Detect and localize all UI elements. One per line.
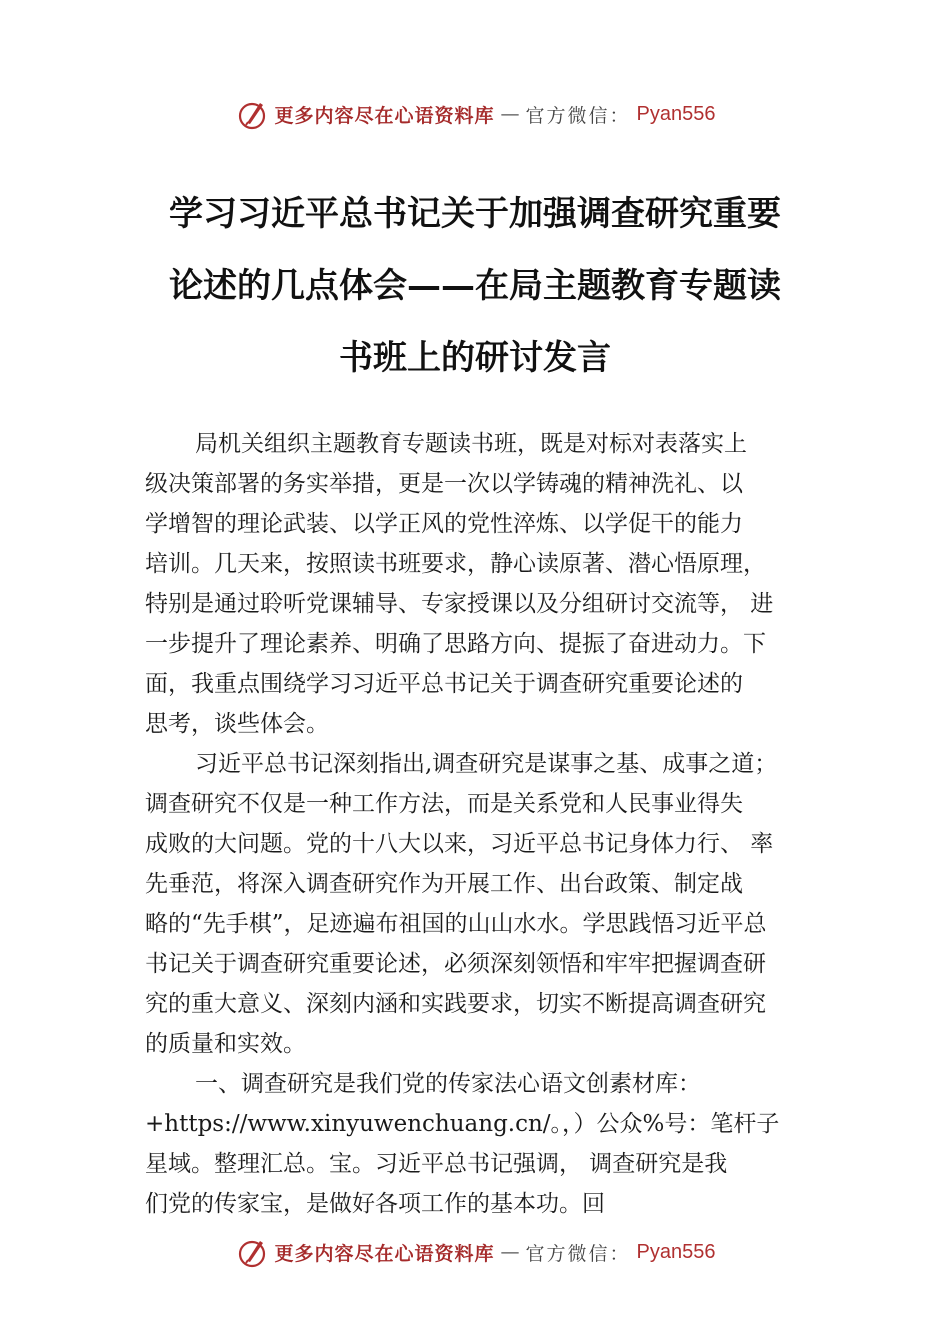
paragraph-line: 学增智的理论武装、以学正风的党性淬炼、以学促干的能力 <box>145 511 743 537</box>
banner-wechat-label: 官方微信： <box>525 104 631 127</box>
paragraph-line: 培训。几天来，按照读书班要求，静心读原著、潜心悟原理， <box>145 551 766 577</box>
paragraph-line: 级决策部署的务实举措，更是一次以学铸魂的精神洗礼、以 <box>145 471 743 497</box>
paragraph-line: 先垂范，将深入调查研究作为开展工作、出台政策、制定战 <box>145 871 743 897</box>
paragraph-line: 习近平总书记深刻指出,调查研究是谋事之基、成事之道； <box>195 751 778 777</box>
title-line: 书班上的研讨发言 <box>339 338 611 378</box>
paragraph-line: 究的重大意义、深刻内涵和实践要求，切实不断提高调查研究 <box>145 991 766 1017</box>
document-body <box>145 424 820 1224</box>
paragraph-line: 面，我重点围绕学习习近平总书记关于调查研究重要论述的 <box>145 671 743 697</box>
document-title <box>120 178 830 394</box>
quill-pen-logo-icon <box>235 1235 269 1269</box>
paragraph-line: 特别是通过聆听党课辅导、专家授课以及分组研讨交流等， 进 <box>145 591 774 617</box>
title-line: 学习习近平总书记关于加强调查研究重要 <box>169 194 781 234</box>
paragraph-line: 调查研究不仅是一种工作方法，而是关系党和人民事业得失 <box>145 791 743 817</box>
paragraph-line: 星域。整理汇总。宝。习近平总书记强调， 调查研究是我 <box>145 1151 728 1177</box>
banner-promo-text: 更多内容尽在心语资料库 <box>274 1242 495 1265</box>
paragraph-line: 一步提升了理论素养、明确了思路方向、提振了奋进动力。下 <box>145 631 766 657</box>
paragraph-line: 局机关组织主题教育专题读书班，既是对标对表落实上 <box>195 431 747 457</box>
banner-wechat-id: Pyan556 <box>636 1240 716 1263</box>
paragraph-line: 书记关于调查研究重要论述，必须深刻领悟和牢牢把握调查研 <box>145 951 766 977</box>
header-banner <box>0 94 950 134</box>
paragraph-line: 的质量和实效。 <box>145 1031 306 1057</box>
paragraph-line: 一、调查研究是我们党的传家法心语文创素材库： <box>195 1071 701 1097</box>
banner-wechat-label: 官方微信： <box>525 1242 631 1265</box>
banner-separator: — <box>500 103 520 125</box>
banner-promo-text: 更多内容尽在心语资料库 <box>274 104 495 127</box>
title-line: 论述的几点体会——在局主题教育专题读 <box>169 266 781 306</box>
paragraph-line: 略的“先手棋”，足迹遍布祖国的山山水水。学思践悟习近平总 <box>145 911 767 937</box>
banner-wechat-id: Pyan556 <box>636 102 716 125</box>
paragraph-line: 思考，谈些体会。 <box>145 711 329 737</box>
quill-pen-logo-icon <box>235 97 269 131</box>
banner-separator: — <box>500 1241 520 1263</box>
paragraph-line: +https://www.xinyuwenchuang.cn/。，）公众%号：笔杆子 <box>145 1111 780 1137</box>
footer-banner <box>0 1232 950 1272</box>
paragraph-line: 们党的传家宝，是做好各项工作的基本功。回 <box>145 1191 605 1217</box>
paragraph-line: 成败的大问题。党的十八大以来，习近平总书记身体力行、 率 <box>145 831 774 857</box>
